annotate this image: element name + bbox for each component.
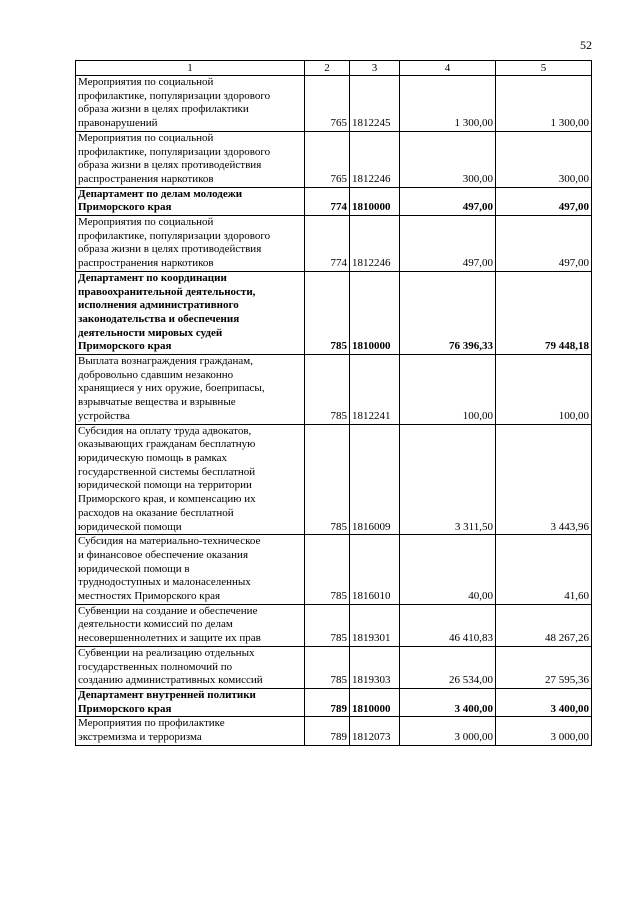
row-amount-year1-cell: 3 311,50 <box>400 424 496 535</box>
row-amount-year2-cell: 3 400,00 <box>496 688 592 716</box>
row-name-line: профилактике, популяризации здорового <box>78 229 271 242</box>
row-name-line: Департамент по координации <box>78 271 227 284</box>
row-amount-year2-cell: 41,60 <box>496 535 592 605</box>
table-row <box>76 535 592 605</box>
row-name-line: Мероприятия по профилактике <box>78 717 225 730</box>
row-name-cell <box>76 355 305 425</box>
row-name-line: профилактике, популяризации здорового <box>78 145 271 158</box>
row-name-line: Мероприятия по социальной <box>78 76 214 88</box>
row-name-line: юридической помощи <box>78 520 182 533</box>
table-row <box>76 688 592 716</box>
row-amount-year1-cell: 1 300,00 <box>400 76 496 132</box>
row-target-code-cell: 1810000 <box>350 187 400 215</box>
row-amount-year2-cell: 497,00 <box>496 187 592 215</box>
row-name-line: Субвенции на создание и обеспечение <box>78 604 258 617</box>
table-row <box>76 717 592 745</box>
row-name-line: труднодоступных и малонаселенных <box>78 576 251 589</box>
row-target-code-cell: 1812073 <box>350 717 400 745</box>
row-target-code-cell: 1810000 <box>350 688 400 716</box>
row-amount-year1-cell: 497,00 <box>400 216 496 272</box>
row-name-cell <box>76 131 305 187</box>
row-amount-year2-cell: 3 000,00 <box>496 717 592 745</box>
column-header-3: 3 <box>350 61 400 76</box>
row-name-line: местностях Приморского края <box>78 590 221 603</box>
row-code-cell: 785 <box>305 424 350 535</box>
row-name-line: Субвенции на реализацию отдельных <box>78 646 255 659</box>
row-name-line: государственных полномочий по <box>78 660 233 673</box>
row-target-code-cell: 1812246 <box>350 216 400 272</box>
row-name-line: расходов на оказание бесплатной <box>78 506 234 519</box>
table-row <box>76 604 592 646</box>
row-name-line: экстремизма и терроризма <box>78 731 202 744</box>
page-number: 52 <box>580 38 592 52</box>
row-name-cell <box>76 717 305 745</box>
row-name-line: оказывающих гражданам бесплатную <box>78 438 256 451</box>
row-name-line: взрывчатые вещества и взрывные <box>78 396 236 409</box>
row-name-line: распространения наркотиков <box>78 257 214 270</box>
row-target-code-cell: 1819301 <box>350 604 400 646</box>
row-code-cell: 785 <box>305 646 350 688</box>
row-name-cell <box>76 187 305 215</box>
row-code-cell: 785 <box>305 271 350 354</box>
table-row <box>76 187 592 215</box>
row-name-line: правоохранительной деятельности, <box>78 285 256 298</box>
row-name-cell <box>76 688 305 716</box>
row-name-line: исполнения административного <box>78 299 239 312</box>
row-target-code-cell: 1812245 <box>350 76 400 132</box>
table-row <box>76 355 592 425</box>
row-amount-year1-cell: 497,00 <box>400 187 496 215</box>
row-name-cell <box>76 424 305 535</box>
row-name-line: устройства <box>78 409 130 422</box>
row-name-line: образа жизни в целях противодействия <box>78 243 262 256</box>
row-name-line: Приморского края <box>78 201 172 214</box>
row-name-line: юридическую помощь в рамках <box>78 451 228 464</box>
row-name-cell <box>76 604 305 646</box>
row-target-code-cell: 1819303 <box>350 646 400 688</box>
table-row <box>76 646 592 688</box>
table-row <box>76 76 592 132</box>
row-name-line: распространения наркотиков <box>78 172 214 185</box>
row-code-cell: 765 <box>305 76 350 132</box>
row-amount-year2-cell: 300,00 <box>496 131 592 187</box>
row-name-line: Департамент по делам молодежи <box>78 187 243 200</box>
row-code-cell: 774 <box>305 216 350 272</box>
row-target-code-cell: 1816009 <box>350 424 400 535</box>
row-target-code-cell: 1816010 <box>350 535 400 605</box>
row-name-line: хранящиеся у них оружие, боеприпасы, <box>78 382 265 395</box>
row-name-line: Выплата вознаграждения гражданам, <box>78 355 254 368</box>
row-code-cell: 789 <box>305 688 350 716</box>
column-header-2: 2 <box>305 61 350 76</box>
row-name-line: образа жизни в целях противодействия <box>78 159 262 172</box>
row-name-line: и финансовое обеспечение оказания <box>78 548 249 561</box>
row-name-line: Субсидия на материально-техническое <box>78 535 261 548</box>
row-amount-year2-cell: 1 300,00 <box>496 76 592 132</box>
row-code-cell: 785 <box>305 355 350 425</box>
row-amount-year1-cell: 100,00 <box>400 355 496 425</box>
row-target-code-cell: 1810000 <box>350 271 400 354</box>
row-amount-year2-cell: 48 267,26 <box>496 604 592 646</box>
row-name-line: Приморского края <box>78 702 172 715</box>
row-amount-year2-cell: 497,00 <box>496 216 592 272</box>
row-name-line: образа жизни в целях профилактики <box>78 103 249 116</box>
row-target-code-cell: 1812246 <box>350 131 400 187</box>
column-header-5: 5 <box>496 61 592 76</box>
row-name-cell <box>76 646 305 688</box>
row-name-line: Департамент внутренней политики <box>78 688 256 701</box>
row-amount-year1-cell: 3 400,00 <box>400 688 496 716</box>
row-name-line: Мероприятия по социальной <box>78 216 214 229</box>
row-code-cell: 785 <box>305 535 350 605</box>
row-name-cell <box>76 76 305 132</box>
row-name-cell <box>76 535 305 605</box>
row-amount-year2-cell: 79 448,18 <box>496 271 592 354</box>
row-name-cell <box>76 271 305 354</box>
row-code-cell: 789 <box>305 717 350 745</box>
table-row <box>76 271 592 354</box>
row-name-line: правонарушений <box>78 117 158 130</box>
column-header-4: 4 <box>400 61 496 76</box>
row-name-line: деятельности комиссий по делам <box>78 618 233 631</box>
row-target-code-cell: 1812241 <box>350 355 400 425</box>
table-header-row <box>76 61 592 76</box>
row-name-line: Приморского края <box>78 340 172 353</box>
row-amount-year2-cell: 100,00 <box>496 355 592 425</box>
table-row <box>76 216 592 272</box>
table-body <box>76 76 592 746</box>
row-name-line: добровольно сдавшим незаконно <box>78 368 234 381</box>
row-amount-year1-cell: 76 396,33 <box>400 271 496 354</box>
row-code-cell: 785 <box>305 604 350 646</box>
row-amount-year2-cell: 3 443,96 <box>496 424 592 535</box>
row-amount-year1-cell: 3 000,00 <box>400 717 496 745</box>
row-name-line: юридической помощи на территории <box>78 479 252 492</box>
row-name-line: законодательства и обеспечения <box>78 312 240 325</box>
row-name-line: государственной системы бесплатной <box>78 465 256 478</box>
row-name-line: Субсидия на оплату труда адвокатов, <box>78 424 252 437</box>
table-row <box>76 424 592 535</box>
row-name-line: Приморского края, и компенсацию их <box>78 493 256 506</box>
row-name-line: созданию административных комиссий <box>78 674 263 687</box>
row-name-line: Мероприятия по социальной <box>78 131 214 144</box>
row-name-line: деятельности мировых судей <box>78 326 223 339</box>
row-name-line: несовершеннолетних и защите их прав <box>78 632 261 645</box>
row-amount-year1-cell: 46 410,83 <box>400 604 496 646</box>
row-name-cell <box>76 216 305 272</box>
row-name-line: юридической помощи в <box>78 562 190 575</box>
row-amount-year1-cell: 26 534,00 <box>400 646 496 688</box>
table-row <box>76 131 592 187</box>
row-code-cell: 774 <box>305 187 350 215</box>
row-amount-year2-cell: 27 595,36 <box>496 646 592 688</box>
row-amount-year1-cell: 40,00 <box>400 535 496 605</box>
column-header-1: 1 <box>76 61 305 76</box>
row-name-line: профилактике, популяризации здорового <box>78 89 271 102</box>
row-amount-year1-cell: 300,00 <box>400 131 496 187</box>
budget-table <box>75 60 592 746</box>
row-code-cell: 765 <box>305 131 350 187</box>
